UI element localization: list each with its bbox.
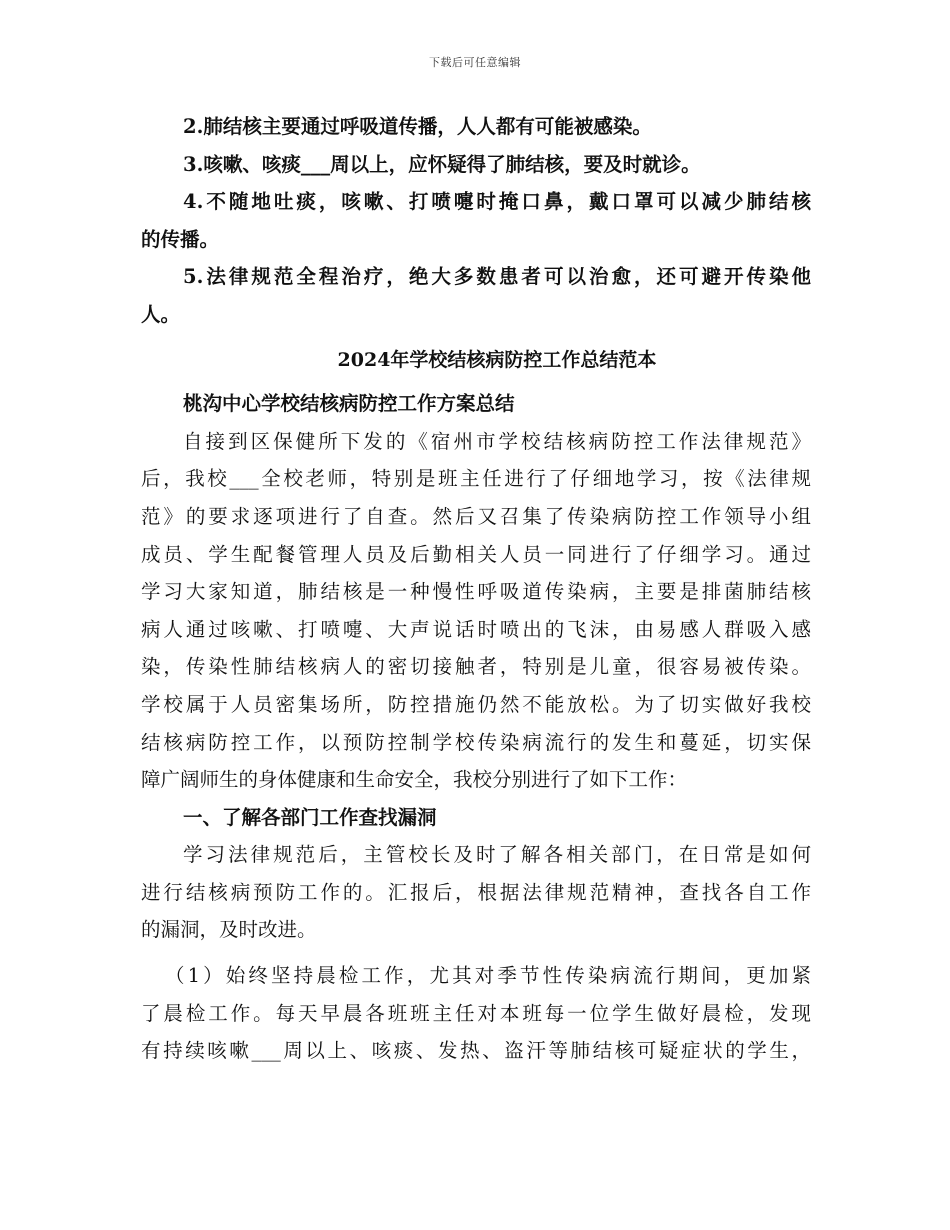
item-1-line: （1）始终坚持晨检工作，尤其对季节性传染病流行期间，更加紧 [165,964,811,988]
intro-line: 障广阔师生的身体健康和生命安全，我校分别进行了如下工作： [141,768,688,792]
document-title: 2024年学校结核病防控工作总结范本 [337,348,657,371]
intro-line: 成员、学生配餐管理人员及后勤相关人员一同进行了仔细学习。通过 [141,542,811,566]
health-points [141,108,811,334]
section-1-line: 进行结核病预防工作的。汇报后，根据法律规范精神，查找各自工作 [141,880,811,904]
point-5-line-2: 人。 [141,302,181,326]
intro-line: 结核病防控工作，以预防控制学校传染病流行的发生和蔓延，切实保 [141,730,811,754]
section-1-heading: 一、了解各部门工作查找漏洞 [183,805,437,829]
point-5-line-1: 5.法律规范全程治疗，绝大多数患者可以治愈，还可避开传染他 [183,265,811,289]
intro-line: 学校属于人员密集场所，防控措施仍然不能放松。为了切实做好我校 [141,692,811,716]
intro-line: 病人通过咳嗽、打喷嚏、大声说话时喷出的飞沫，由易感人群吸入感 [141,617,811,641]
intro-line: 染，传染性肺结核病人的密切接触者，特别是儿童，很容易被传染。 [141,655,811,679]
section-1-line: 学习法律规范后，主管校长及时了解各相关部门，在日常是如何 [183,843,811,867]
section-1-line: 的漏洞，及时改进。 [141,918,317,942]
intro-line: 自接到区保健所下发的《宿州市学校结核病防控工作法律规范》 [183,429,811,453]
section-1-paragraph [141,836,811,949]
intro-line: 范》的要求逐项进行了自查。然后又召集了传染病防控工作领导小组 [141,504,811,528]
document-subtitle: 桃沟中心学校结核病防控工作方案总结 [183,392,515,416]
intro-paragraph [141,423,811,799]
item-1-line: 有持续咳嗽___周以上、咳痰、发热、盗汗等肺结核可疑症状的学生， [141,1039,811,1063]
page-header-note: 下载后可任意编辑 [429,56,521,69]
intro-line: 后，我校___全校老师，特别是班主任进行了仔细地学习，按《法律规 [141,467,811,491]
document-body [141,108,811,1070]
point-2: 2.肺结核主要通过呼吸道传播，人人都有可能被感染。 [183,115,652,138]
point-3: 3.咳嗽、咳痰___周以上，应怀疑得了肺结核，要及时就诊。 [183,152,701,176]
item-1-paragraph [141,957,811,1070]
intro-line: 学习大家知道，肺结核是一种慢性呼吸道传染病，主要是排菌肺结核 [141,580,811,604]
point-4-line-2: 的传播。 [141,227,220,251]
item-1-line: 了晨检工作。每天早晨各班班主任对本班每一位学生做好晨检，发现 [141,1001,811,1025]
point-4-line-1: 4.不随地吐痰，咳嗽、打喷嚏时掩口鼻，戴口罩可以减少肺结核 [183,190,811,214]
